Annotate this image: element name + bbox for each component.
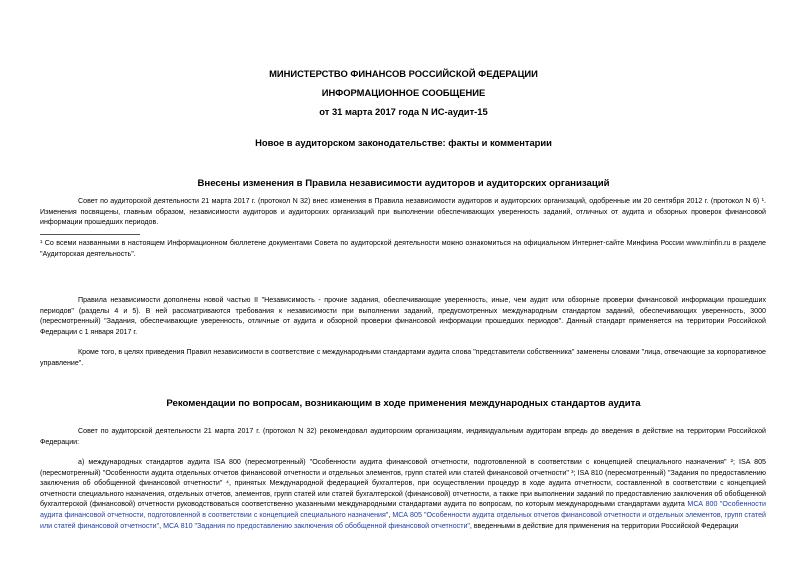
isa-800-link[interactable]: МСА 800 "Особенности аудита финансовой отчетности, подготовленной в соответствии с концепцией специального назначения" — [40, 500, 766, 519]
section1-paragraph-2: Правила независимости дополнены новой частью II "Независимость - прочие задания, обеспечивающие уверенность, иные, чем аудит или обзорные проверки финансовой информации прошедших периодов" (разделы 4 и 5). В ней рассматриваются требования к независимости при выполнении заданий, предусмотренных международным стандартом заданий, обеспечивающих уверенность, 3000 (пересмотренный) "Задания, обеспечивающие уверенность, отличные от аудита и обзорной проверки финансовой информации прошедших периодов". Данный стандарт применяется на территории Российской Федерации с 1 января 2017 г. — [40, 296, 766, 336]
separator-1: , — [388, 510, 393, 519]
section2-title: Рекомендации по вопросам, возникающим в ходе применения международных стандартов аудита — [166, 398, 641, 409]
section1-paragraph-1: Совет по аудиторской деятельности 21 марта 2017 г. (протокол N 32) внес изменения в Правила независимости аудиторов и аудиторских организаций, одобренные им 20 сентября 2012 г. (протокол N 6) ¹. Изменения посвящены, главным образом, независимости аудиторов и аудиторских организаций при выполнении обеспечивающих уверенность заданий, отличных от аудита и обзорных проверок финансовой информации прошедших периодов. — [40, 197, 766, 227]
section2-paragraph-1: Совет по аудиторской деятельности 21 марта 2017 г. (протокол N 32) рекомендовал аудиторским организациям, индивидуальным аудиторам впредь до введения в действие на территории Российской Федерации: — [40, 427, 766, 446]
doc-type-header: ИНФОРМАЦИОННОЕ СООБЩЕНИЕ — [321, 87, 486, 98]
ministry-header: МИНИСТЕРСТВО ФИНАНСОВ РОССИЙСКОЙ ФЕДЕРАЦИИ — [269, 68, 538, 79]
section2-p2-start: а) международных стандартов аудита ISA 800 (пересмотренный) "Особенности аудита финансовой отчетности, подготовленной в соответствии с концепцией специального назначения" ²; ISA 805 (пересмотренный) "Особенности аудита отдельных отчетов финансовой отчетности и отдельных элементов, групп статей или статей финансовой отчетности" ³; ISA 810 (пересмотренный) "Задания по предоставлению заключения об обобщенной финансовой отчетности" ⁴, принятых Международной федерацией бухгалтеров, при осуществлении процедур в ходе аудита отчетности, составленной в соответствии с концепцией отчетности специального назначения, отдельных отчетов, элементов, групп статей или статей бухгалтерской (финансовой) отчетности, а также при выполнении заданий по предоставлению заключения об обобщенной бухгалтерской (финансовой) отчетности руководствоваться соответственно указанными международными стандартами аудита по вопросам, по которым международными стандартами аудита — [40, 458, 766, 509]
footnote-1: ¹ Со всеми названными в настоящем Информационном бюллетене документами Совета по аудиторской деятельности можно ознакомиться на официальном Интернет-сайте Минфина России www.minfin.ru в разделе "Аудиторская деятельность". — [40, 239, 766, 258]
section1-title: Внесены изменения в Правила независимости аудиторов и аудиторских организаций — [197, 178, 610, 189]
section2-p2-end: , введенными в действие для применения на территории Российской Федерации — [469, 521, 739, 530]
main-title: Новое в аудиторском законодательстве: факты и комментарии — [255, 137, 552, 148]
separator-2: , — [159, 521, 164, 530]
isa-810-link[interactable]: МСА 810 "Задания по предоставлению заключения об обобщенной финансовой отчетности" — [163, 521, 470, 530]
section1-paragraph-3: Кроме того, в целях приведения Правил независимости в соответствие с международными стандартами аудита слова "представители собственника" заменены словами "лица, отвечающие за корпоративное управление". — [40, 348, 766, 367]
doc-date-header: от 31 марта 2017 года N ИС-аудит-15 — [319, 106, 488, 117]
section2-paragraph-2 — [40, 457, 766, 531]
footnote-divider — [40, 234, 140, 235]
isa-805-link[interactable]: МСА 805 "Особенности аудита отдельных отчетов финансовой отчетности и отдельных элементов, групп статей или статей финансовой отчетности" — [40, 510, 766, 530]
